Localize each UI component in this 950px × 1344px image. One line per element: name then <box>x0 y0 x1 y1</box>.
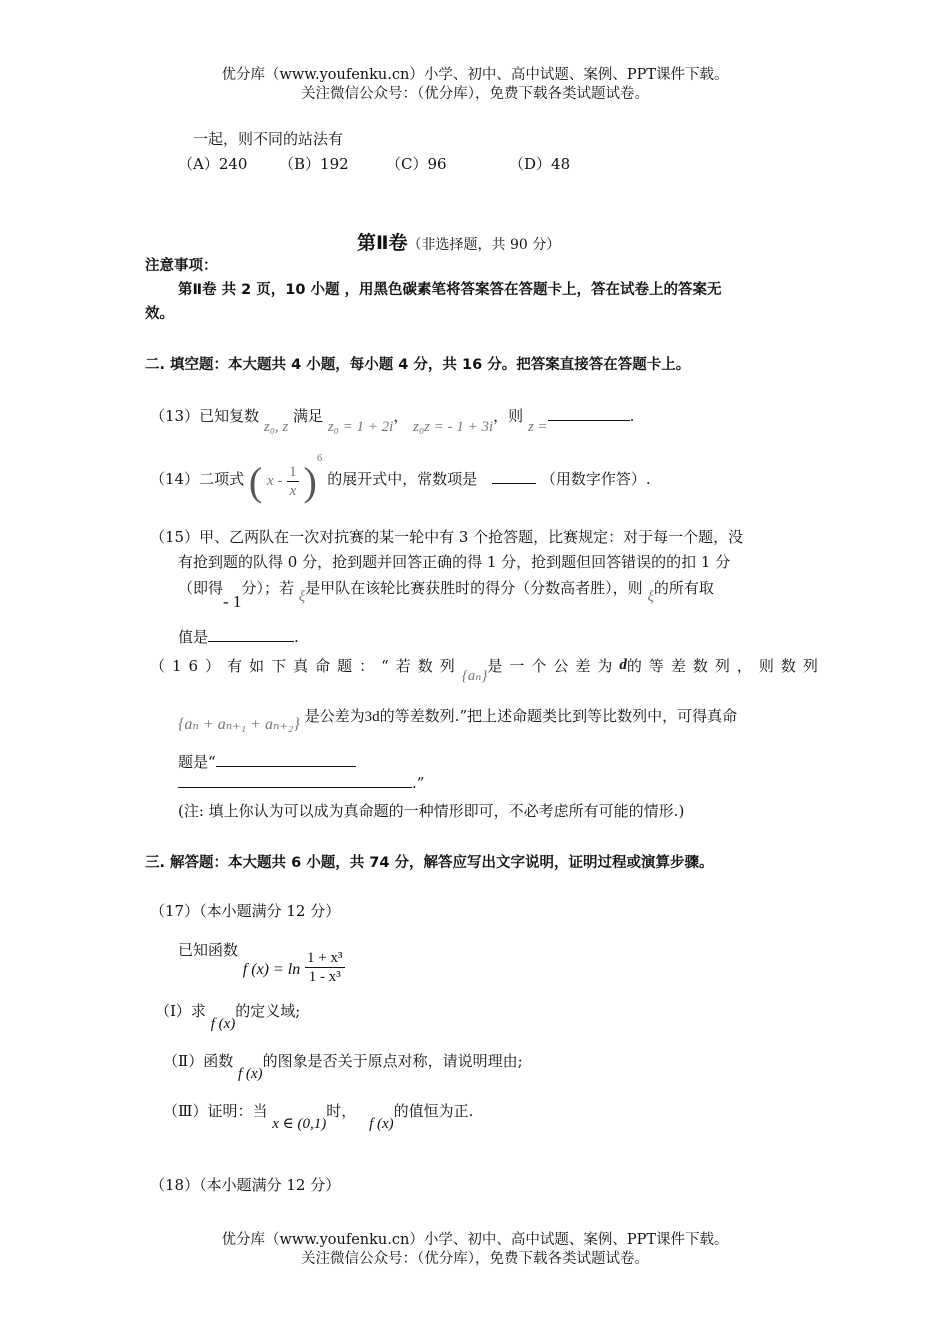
q17-den: 1 - x³ <box>308 969 341 985</box>
part2-title: 第Ⅱ卷 <box>357 232 408 254</box>
q17-num: 1 + x³ <box>307 950 343 966</box>
q17-part3-mid: 时， <box>326 1102 357 1120</box>
q13-sep: ， <box>393 407 409 425</box>
q15-answer-blank[interactable] <box>208 641 294 642</box>
q17-part2-label: （Ⅱ）函数 <box>163 1052 234 1070</box>
q15-line-4-end: . <box>294 628 299 646</box>
q13-ask: z = <box>527 419 548 435</box>
q12-option-b: （B）192 <box>279 155 349 173</box>
q17-part-2 <box>163 1050 523 1082</box>
left-paren-icon: ( <box>248 459 263 504</box>
q15-line-3 <box>178 577 714 611</box>
q16-line-4 <box>178 774 424 792</box>
part2-title-block <box>357 228 560 255</box>
header-line-1: 优分库（www.youfenku.cn）小学、初中、高中试题、案例、PPT课件下载。 <box>221 67 729 83</box>
q17-part-1 <box>155 1000 301 1032</box>
q16-answer-blank-2[interactable] <box>178 787 412 788</box>
q17-part2-f: f (x) <box>237 1066 263 1082</box>
page-footer <box>0 1231 950 1269</box>
q14-fraction <box>287 463 299 500</box>
q15-xi: ξ <box>298 589 306 605</box>
right-paren-icon: ) <box>303 459 317 504</box>
q16-d: d <box>619 657 627 673</box>
q17-part-3 <box>163 1100 474 1132</box>
q17-given: 已知函数 <box>178 941 239 959</box>
q16-seq2-text: aₙ + aₙ₊₁ + aₙ₊₂ <box>184 716 294 733</box>
section3-heading: 三. 解答题：本大题共 6 小题，共 74 分，解答应写出文字说明，证明过程或演算步骤。 <box>145 855 714 871</box>
page-header <box>0 66 950 104</box>
q17-part3-label: （Ⅲ）证明：当 <box>163 1102 268 1120</box>
q13-vars: z₀, z <box>263 419 289 435</box>
q17-part1-label: （Ⅰ）求 <box>155 1002 206 1020</box>
q13-then: ，则 <box>493 407 524 425</box>
q17-title: （17）（本小题满分 12 分） <box>150 902 341 920</box>
q17-part2-text: 的图象是否关于原点对称，请说明理由; <box>262 1052 523 1070</box>
q13-eq2: z₀z = - 1 + 3i <box>413 419 494 435</box>
notice-line-2: 效。 <box>145 306 174 322</box>
q17-given-line <box>178 935 345 985</box>
q15-line-1: （15）甲、乙两队在一次对抗赛的某一轮中有 3 个抢答题，比赛规定：对于每一个题，没 <box>150 528 744 546</box>
section2-heading: 二. 填空题：本大题共 4 小题，每小题 4 分，共 16 分。把答案直接答在答题卡上。 <box>145 357 691 373</box>
q14-suffix: （用数字作答）. <box>540 469 651 488</box>
q16-line-2 <box>178 705 738 733</box>
q12-option-c: （C）96 <box>386 155 447 173</box>
part2-subtitle: （非选择题，共 90 分） <box>407 237 561 253</box>
q15-xi-2: ξ <box>647 589 654 605</box>
q13-eq1: z₀ = 1 + 2i <box>327 419 394 435</box>
q16-seq1-text: aₙ <box>467 668 482 684</box>
notice-line-1: 第Ⅱ卷 共 2 页，10 小题 ，用黑色碳素笔将答案答在答题卡上，答在试卷上的答案无 <box>178 282 722 298</box>
q15-line-4-text: 值是 <box>178 628 209 646</box>
q16-line-2a: 是公差为 <box>304 707 365 725</box>
header-line-2: 关注微信公众号：（优分库），免费下载各类试题试卷。 <box>301 86 649 102</box>
q14-prefix: （14）二项式 <box>150 469 245 488</box>
q14-num: 1 <box>289 464 297 480</box>
notice-label: 注意事项： <box>145 258 218 274</box>
q17-fraction <box>305 949 344 986</box>
q15-line-4 <box>178 626 299 647</box>
q16-line-1a: （16）有如下真命题：“若数列 <box>150 657 462 675</box>
q17-part1-f: f (x) <box>210 1016 236 1032</box>
q13-prefix: （13）已知复数 <box>150 407 260 425</box>
q17-part3-cond: x ∈ (0,1) <box>272 1116 327 1132</box>
q16-line-3 <box>178 751 356 772</box>
q12-tail: 一起，则不同的站法有 <box>193 130 344 148</box>
q15-minus-one: - 1 <box>223 592 242 611</box>
q12-option-d: （D）48 <box>509 155 571 173</box>
q15-line-3d: 的所有取 <box>653 579 714 597</box>
q15-line-3a: （即得 <box>178 579 224 597</box>
q14-middle: 的展开式中，常数项是 <box>327 469 478 488</box>
q14-power: 6 <box>316 454 323 464</box>
q13-line <box>150 405 635 435</box>
q14-answer-blank[interactable] <box>492 483 536 484</box>
q17-part3-text: 的值恒为正. <box>393 1102 474 1120</box>
q15-line-2: 有抢到题的队得 0 分，抢到题并回答正确的得 1 分，抢到题但回答错误的的扣 1 分 <box>178 553 731 571</box>
q16-line-1 <box>150 655 825 684</box>
q17-part1-text: 的定义域; <box>235 1002 301 1020</box>
q17-fx: f (x) = ln <box>242 960 301 978</box>
q18-title: （18）（本小题满分 12 分） <box>150 1176 341 1194</box>
q13-answer-blank[interactable] <box>548 420 630 421</box>
q16-seq2: {aₙ + aₙ₊₁ + aₙ₊₂} <box>178 716 300 733</box>
q14-line <box>150 454 651 505</box>
q14-expr-x: x - <box>266 473 283 489</box>
q16-note: (注: 填上你认为可以成为真命题的一种情形即可，不必考虑所有可能的情形.) <box>178 802 685 820</box>
q16-answer-blank-1[interactable] <box>216 766 356 767</box>
q12-option-a: （A）240 <box>178 155 248 173</box>
q15-line-3c: 是甲队在该轮比赛获胜时的得分（分数高者胜），则 <box>305 579 643 597</box>
q15-line-3b: 分）；若 <box>241 579 294 597</box>
q16-line-1c: 的等差数列，则数列 <box>626 657 825 675</box>
q14-den: x <box>289 483 297 499</box>
q16-line-1b: 是一个公差为 <box>487 657 620 675</box>
q16-line-3-text: 题是“ <box>178 753 216 771</box>
footer-line-2: 关注微信公众号：（优分库），免费下载各类试题试卷。 <box>301 1251 649 1267</box>
q16-three-d: 3d <box>364 709 380 725</box>
q17-part3-f: f (x) <box>369 1116 394 1132</box>
footer-line-1: 优分库（www.youfenku.cn）小学、初中、高中试题、案例、PPT课件下载。 <box>221 1232 729 1248</box>
q16-seq1: {aₙ} <box>461 668 488 684</box>
q13-end: . <box>629 407 635 425</box>
q16-line-2b: 的等差数列.”把上述命题类比到等比数列中，可得真命 <box>379 707 738 725</box>
q13-cond: 满足 <box>293 407 324 425</box>
q16-line-4-end: .” <box>412 774 425 792</box>
